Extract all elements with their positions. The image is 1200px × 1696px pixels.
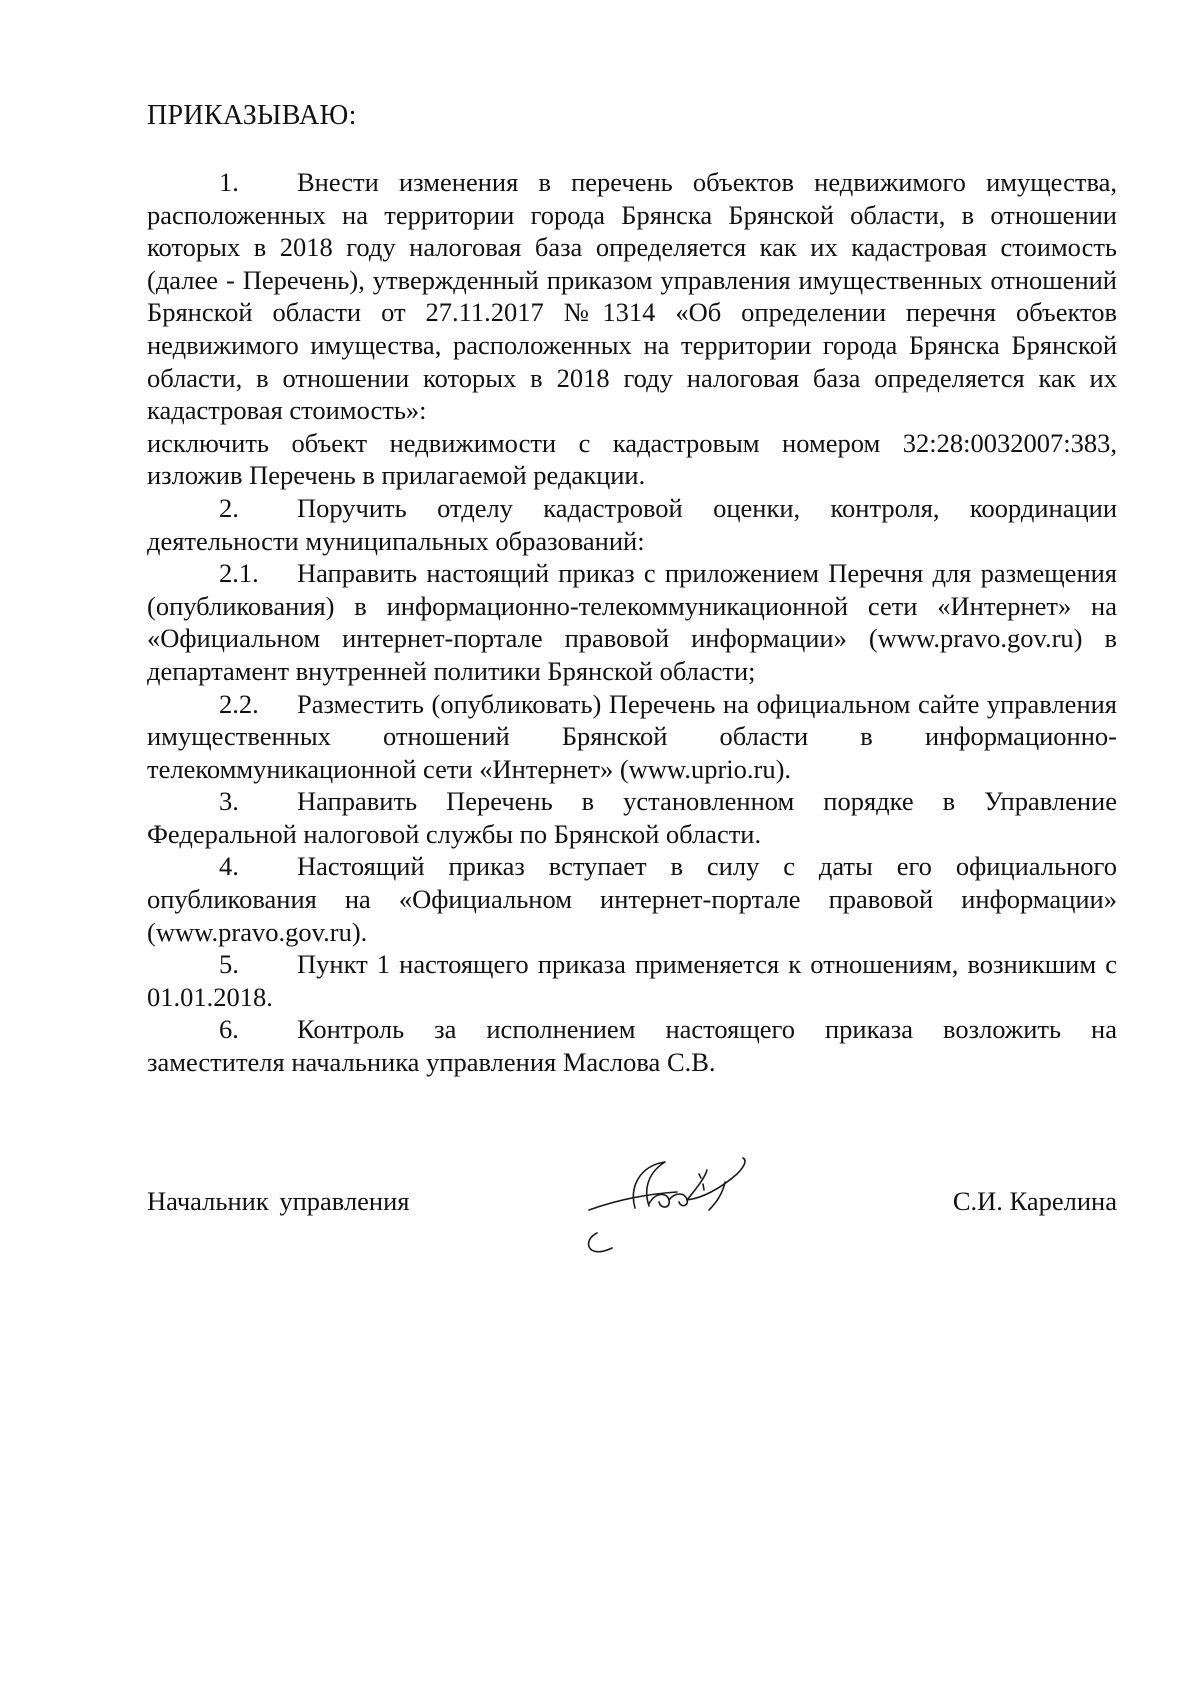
item-text: Поручить отделу кадастровой оценки, контроля, координации деятельности муниципальных образований:: [147, 492, 1117, 556]
order-item-4: [147, 850, 1117, 948]
order-item-2-2: [147, 688, 1117, 786]
item-text: Пункт 1 настоящего приказа применяется к отношениям, возникшим с 01.01.2018.: [147, 949, 1117, 1012]
order-item-1-continuation: [147, 427, 1117, 492]
signature-block: [147, 1170, 1117, 1290]
order-item-1: [147, 166, 1117, 427]
item-text: Направить Перечень в установленном порядке в Управление Федеральной налоговой службы по Брянской области.: [147, 786, 1117, 849]
item-number: 2.2.: [219, 688, 259, 719]
item-text: исключить объект недвижимости с кадастровым номером 32:28:0032007:383, изложив Перечень в прилагаемой редакции.: [147, 427, 1117, 491]
item-number: 5.: [219, 949, 239, 980]
item-number: 1.: [219, 167, 239, 197]
order-item-5: [147, 948, 1117, 1013]
item-number: 6.: [219, 1014, 239, 1045]
item-text: Контроль за исполнением настоящего приказа возложить на заместителя начальника управления Маслова С.В.: [147, 1014, 1117, 1078]
order-item-2: [147, 492, 1117, 557]
handwritten-signature: [577, 1148, 777, 1258]
item-text: Внести изменения в перечень объектов недвижимого имущества, расположенных на территории города Брянска Брянской области, в отношении которых в 2018 году налоговая база определяется как их кадастровая стоимость (далее - Перечень), утвержденный приказом управления имущественных отношений Брянской области от 27.11.2017 №1314 «Об определении перечня объектов недвижимого имущества, расположенных на территории города Брянска Брянской области, в отношении которых в 2018 году налоговая база определяется как их кадастровая стоимость»:: [147, 167, 1117, 426]
item-number: 2.1.: [219, 558, 259, 589]
item-number: 2.: [219, 492, 239, 523]
signatory-name: С.И. Карелина: [952, 1186, 1117, 1216]
order-item-6: [147, 1013, 1117, 1078]
order-item-3: [147, 785, 1117, 850]
item-text: Разместить (опубликовать) Перечень на официальном сайте управления имущественных отношений Брянской области в информационно-телекоммуникационной сети «Интернет» (www.uprio.ru).: [147, 688, 1117, 784]
item-text: Настоящий приказ вступает в силу с даты его официального опубликования на «Официальном интернет-портале правовой информации» (www.pravo.gov.ru).: [147, 851, 1117, 947]
order-body: [147, 166, 1117, 1079]
item-number: 3.: [219, 786, 239, 817]
order-item-2-1: [147, 557, 1117, 687]
item-number: 4.: [219, 851, 239, 882]
order-heading: ПРИКАЗЫВАЮ:: [147, 100, 357, 131]
item-text: Направить настоящий приказ с приложением Перечня для размещения (опубликования) в информационно-телекоммуникационной сети «Интернет» на «Официальном интернет-портале правовой информации» (www.pravo.gov.ru) в департамент внутренней политики Брянской области;: [147, 558, 1117, 686]
signatory-title: Начальник управления: [147, 1186, 410, 1216]
